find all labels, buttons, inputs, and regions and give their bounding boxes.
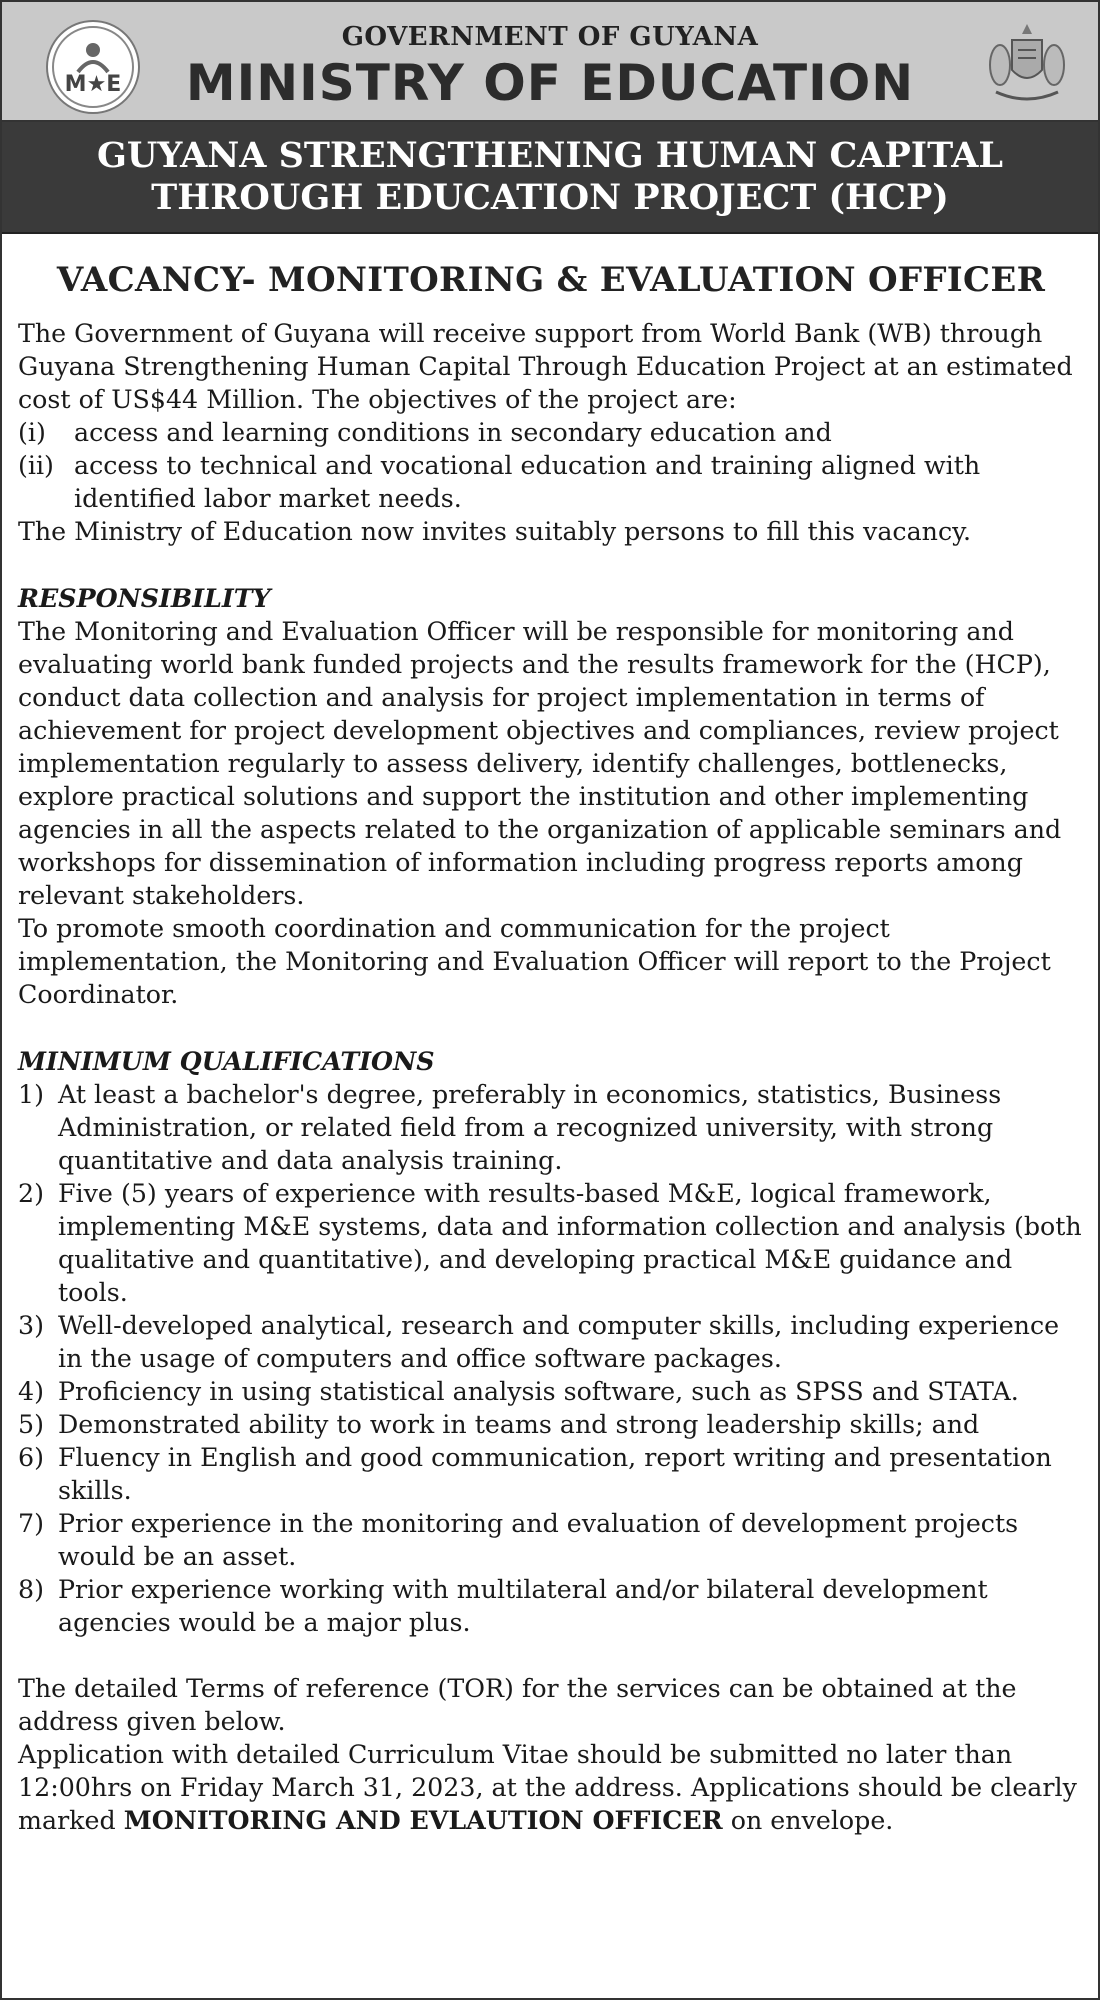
list-item	[18, 1573, 1084, 1639]
government-title: GOVERNMENT OF GUYANA	[341, 22, 759, 52]
intro-text: The Government of Guyana will receive support from World Bank (WB) through Guyana Strengthening Human Capital Through Education Project at an estimated cost of US$44 Million. The objectives of the project are:	[18, 319, 1073, 414]
list-item	[18, 1309, 1084, 1375]
qualifications-heading: MINIMUM QUALIFICATIONS	[18, 1046, 435, 1076]
coat-of-arms-icon	[982, 20, 1072, 106]
list-item	[18, 1078, 1084, 1177]
responsibility-paragraph-2: To promote smooth coordination and communication for the project implementation, the Monitoring and Evaluation Officer will report to the Project Coordinator.	[18, 914, 1051, 1009]
tor-text: The detailed Terms of reference (TOR) for the services can be obtained at the address given below.	[18, 1674, 1017, 1736]
list-item	[18, 449, 1084, 515]
advert-body	[18, 232, 1084, 1837]
list-text: Prior experience in the monitoring and evaluation of development projects would be an asset.	[58, 1509, 1019, 1571]
list-text: Proficiency in using statistical analysis software, such as SPSS and STATA.	[58, 1377, 1019, 1406]
list-item	[18, 1441, 1084, 1507]
list-number: 3)	[18, 1311, 44, 1340]
list-text: Well-developed analytical, research and computer skills, including experience in the usage of computers and office software packages.	[58, 1311, 1060, 1373]
list-text: Prior experience working with multilateral and/or bilateral development agencies would be a major plus.	[58, 1575, 988, 1637]
list-number: 7)	[18, 1509, 44, 1538]
list-item	[18, 1177, 1084, 1309]
list-item	[18, 1408, 1084, 1441]
list-text: Fluency in English and good communication, report writing and presentation skills.	[58, 1443, 1052, 1505]
list-number: (i)	[18, 418, 46, 447]
responsibility-paragraph-1: The Monitoring and Evaluation Officer will be responsible for monitoring and evaluating world bank funded projects and the results framework for the (HCP), conduct data collection and analysis for project implementation in terms of achievement for project development objectives and compliances, review project implementation regularly to assess delivery, identify challenges, bottlenecks, explore practical solutions and support the institution and other implementing agencies in all the aspects related to the organization of applicable seminars and workshops for dissemination of information including progress reports among relevant stakeholders.	[18, 617, 1062, 910]
application-instructions: Application with detailed Curriculum Vitae should be submitted no later than 12:00hrs on Friday March 31, 2023, at the address. Applications should be clearly marked	[18, 1740, 1077, 1835]
moe-logo-text: M★E	[64, 71, 122, 97]
banner-line-1: GUYANA STRENGTHENING HUMAN CAPITAL	[96, 135, 1004, 176]
list-item	[18, 1375, 1084, 1408]
list-number: (ii)	[18, 451, 54, 480]
intro-closing: The Ministry of Education now invites suitably persons to fill this vacancy.	[18, 517, 972, 546]
list-item	[18, 1507, 1084, 1573]
header	[2, 2, 1098, 122]
list-number: 1)	[18, 1080, 44, 1109]
list-text: At least a bachelor's degree, preferably in economics, statistics, Business Administration, or related field from a recognized university, with strong quantitative and data analysis training.	[58, 1080, 1002, 1175]
responsibility-heading: RESPONSIBILITY	[18, 583, 271, 613]
application-text	[18, 1738, 1084, 1837]
list-number: 4)	[18, 1377, 44, 1406]
banner-line-2: THROUGH EDUCATION PROJECT (HCP)	[151, 177, 949, 218]
project-banner	[2, 122, 1098, 234]
envelope-text: on envelope.	[730, 1806, 894, 1835]
list-item	[18, 416, 1084, 449]
list-number: 2)	[18, 1179, 44, 1208]
list-number: 8)	[18, 1575, 44, 1604]
envelope-marking: MONITORING AND EVLAUTION OFFICER	[123, 1805, 723, 1835]
list-number: 5)	[18, 1410, 44, 1439]
spacer	[18, 1639, 1084, 1672]
list-text: access and learning conditions in secondary education and	[74, 418, 832, 447]
list-number: 6)	[18, 1443, 44, 1472]
vacancy-title: VACANCY- MONITORING & EVALUATION OFFICER	[56, 260, 1046, 300]
list-text: Five (5) years of experience with results-based M&E, logical framework, implementing M&E systems, data and information collection and analysis (both qualitative and quantitative), and developing practical M&E guidance and tools.	[58, 1179, 1082, 1307]
list-text: Demonstrated ability to work in teams and strong leadership skills; and	[58, 1410, 980, 1439]
ministry-title: MINISTRY OF EDUCATION	[185, 54, 915, 112]
list-text: access to technical and vocational education and training aligned with identified labor market needs.	[74, 451, 981, 513]
